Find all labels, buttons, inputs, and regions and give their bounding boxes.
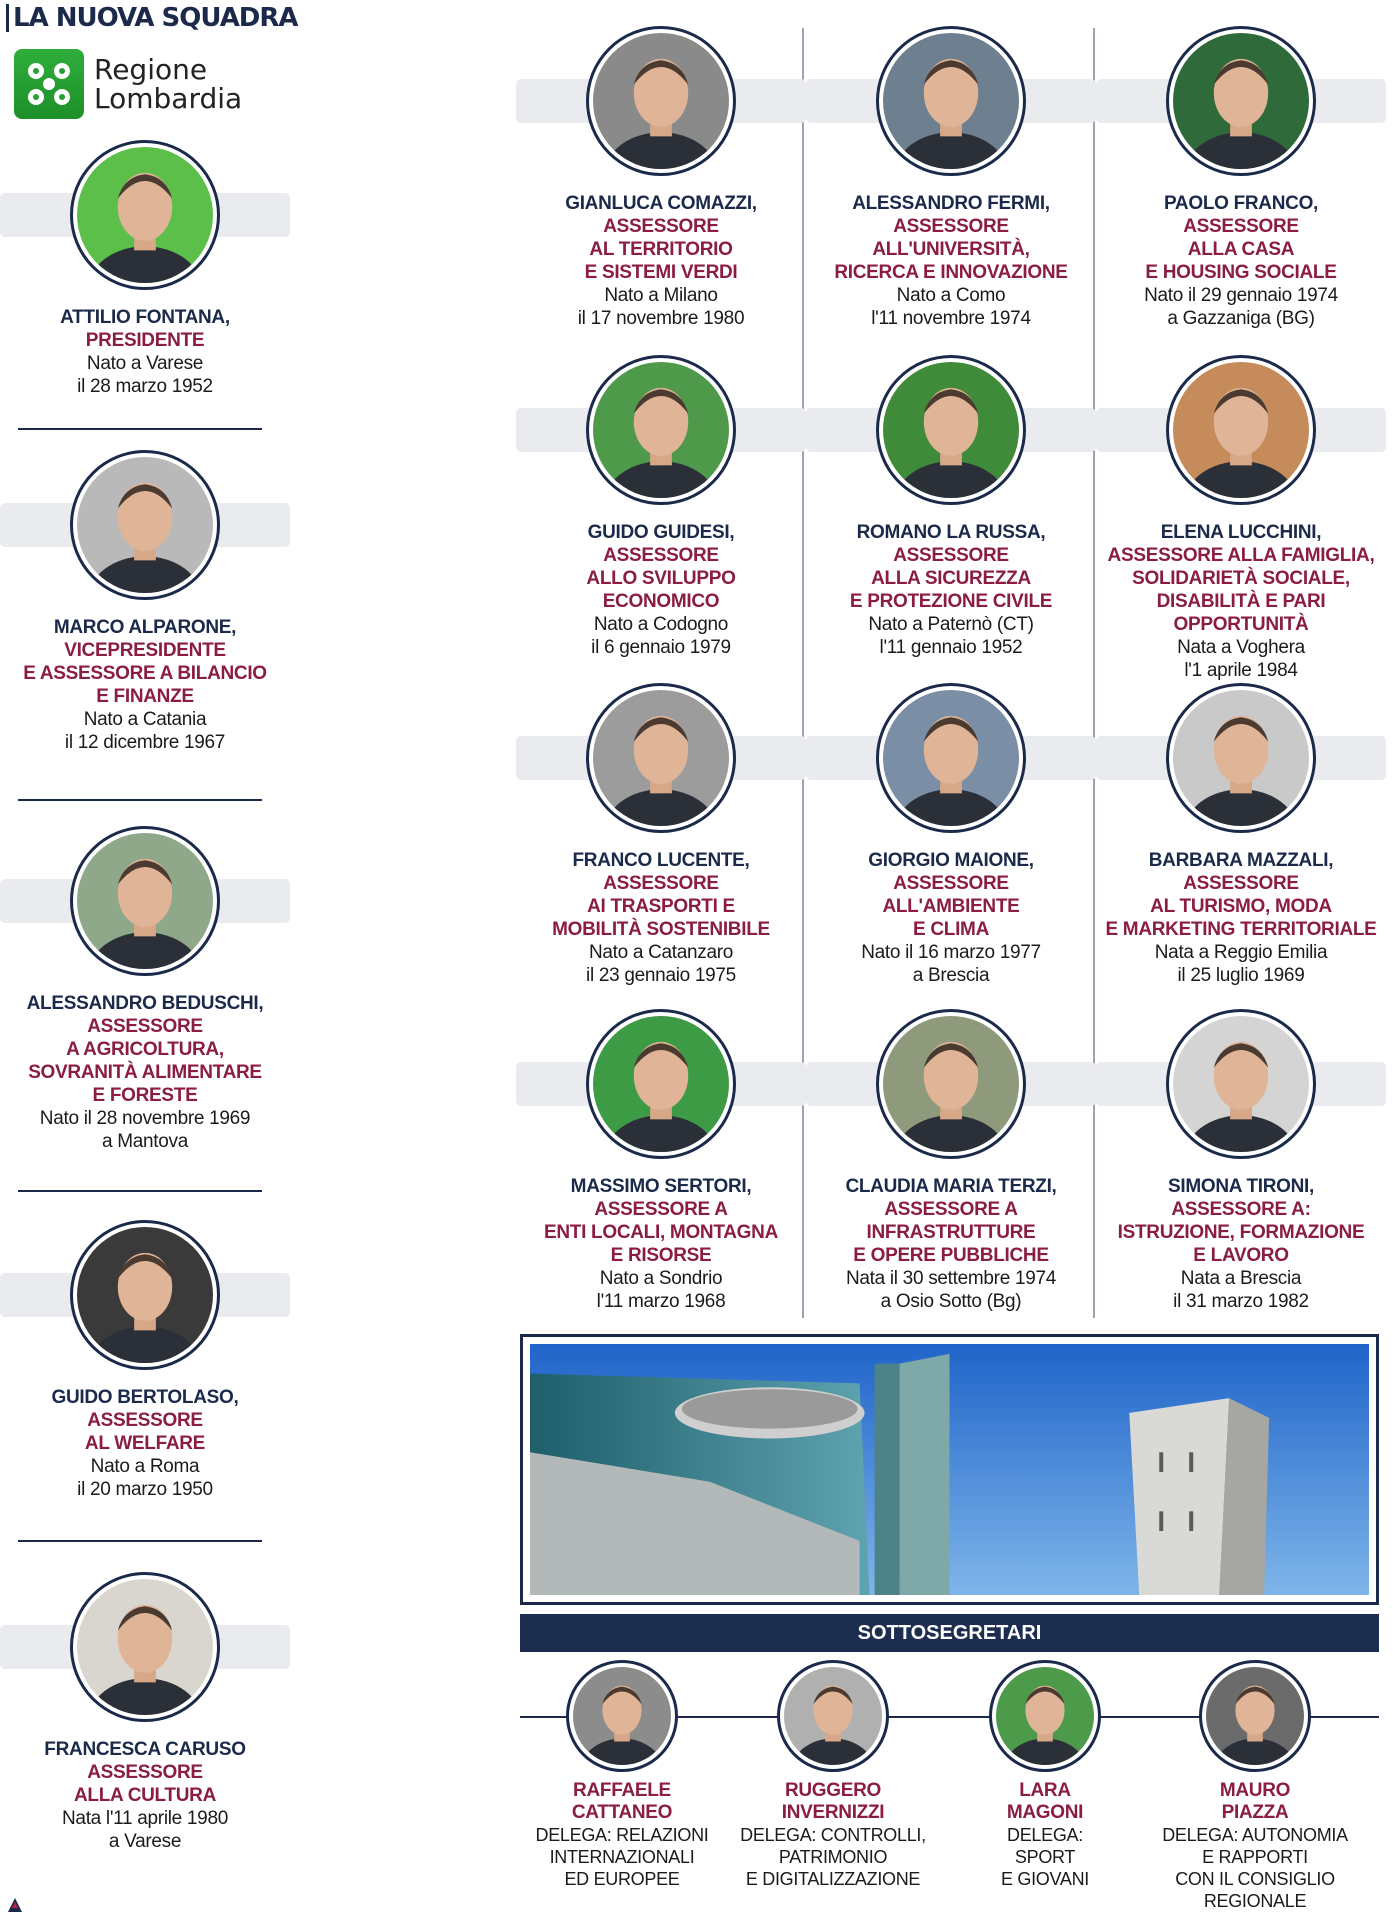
person-name: FRANCO LUCENTE, [572,850,750,871]
portrait-photo [989,1660,1101,1772]
portrait-photo [1166,26,1316,176]
person-role: ASSESSORE ALLA CULTURA [73,1762,217,1806]
person-bio: Nato a Roma il 20 marzo 1950 [77,1456,213,1500]
person-name: MARCO ALPARONE, [53,617,237,638]
portrait-photo [777,1660,889,1772]
member-card [0,1572,290,1853]
palazzo-lombardia-photo [520,1334,1379,1605]
member-card [806,26,1096,330]
person-role: ASSESSORE A ENTI LOCALI, MONTAGNA E RISORSE [544,1199,778,1266]
undersecretary-card [940,1660,1150,1890]
publisher-mark-icon [6,1896,24,1914]
member-card [0,1220,290,1501]
person-bio: Nato a Como l'11 novembre 1974 [871,285,1031,329]
person-bio: Nata il 30 settembre 1974 a Osio Sotto (Bg) [845,1268,1057,1312]
logo-line-1: Regione [94,53,208,86]
person-name: FRANCESCA CARUSO [44,1739,246,1760]
regione-lombardia-logo-icon [14,49,84,119]
person-role: ASSESSORE ALLA FAMIGLIA, SOLIDARIETÀ SOCIALE, DISABILITÀ E PARI OPPORTUNITÀ [1107,545,1375,635]
person-name: CLAUDIA MARIA TERZI, [845,1176,1057,1197]
person-role: ASSESSORE ALL'AMBIENTE E CLIMA [882,873,1020,940]
person-name: GIORGIO MAIONE, [868,850,1034,871]
person-name: GIANLUCA COMAZZI, [565,193,757,214]
person-name: GUIDO GUIDESI, [587,522,735,543]
person-bio: Nato il 16 marzo 1977 a Brescia [861,942,1041,986]
portrait-photo [70,1572,220,1722]
person-name: ALESSANDRO FERMI, [852,193,1050,214]
member-card [806,355,1096,659]
member-card [1096,683,1386,987]
person-role: VICEPRESIDENTE E ASSESSORE A BILANCIO E FINANZE [23,640,267,707]
person-name: LARA MAGONI [1006,1780,1084,1823]
caption [565,192,757,330]
portrait-photo [876,355,1026,505]
member-card [0,140,290,398]
member-card [1096,26,1386,330]
person-bio: Nato a Varese il 28 marzo 1952 [77,353,213,397]
portrait-photo [1166,355,1316,505]
portrait-photo [586,683,736,833]
person-name: ATTILIO FONTANA, [60,307,230,328]
caption [544,1175,778,1313]
person-bio: Nata a Brescia il 31 marzo 1982 [1173,1268,1309,1312]
portrait-photo [1166,683,1316,833]
caption [44,1738,245,1853]
divider [18,799,262,801]
portrait-photo [70,450,220,600]
person-role: ASSESSORE ALL'UNIVERSITÀ, RICERCA E INNOVAZIONE [834,216,1068,283]
caption [834,192,1067,330]
member-card [806,1009,1096,1313]
undersecretary-card [517,1660,727,1890]
person-bio: Nata l'11 aprile 1980 a Varese [62,1808,228,1852]
portrait-photo [1166,1009,1316,1159]
person-name: RAFFAELE CATTANEO [571,1780,673,1823]
logo-line-2: Lombardia [94,82,243,115]
person-name: RUGGERO INVERNIZZI [781,1780,885,1823]
divider [18,428,262,430]
person-role: ASSESSORE ALLA CASA E HOUSING SOCIALE [1145,216,1337,283]
portrait-photo [876,26,1026,176]
caption [586,521,735,659]
person-role: PRESIDENTE [85,330,205,351]
person-role: ASSESSORE A: ISTRUZIONE, FORMAZIONE E LAVORO [1117,1199,1365,1266]
person-role: ASSESSORE ALLO SVILUPPO ECONOMICO [586,545,736,612]
person-bio: Nato a Milano il 17 novembre 1980 [577,285,745,329]
person-name: ALESSANDRO BEDUSCHI, [26,993,264,1014]
portrait-photo [586,355,736,505]
portrait-photo [876,1009,1026,1159]
person-role: ASSESSORE AL TERRITORIO E SISTEMI VERDI [584,216,738,283]
person-name: BARBARA MAZZALI, [1148,850,1334,871]
person-delega: DELEGA: RELAZIONI INTERNAZIONALI ED EUROPEE [535,1825,709,1889]
portrait-photo [876,683,1026,833]
undersecretaries-header: SOTTOSEGRETARI [520,1614,1379,1652]
person-bio: Nato il 28 novembre 1969 a Mantova [39,1108,251,1152]
person-bio: Nato a Paternò (CT) l'11 gennaio 1952 [868,614,1034,658]
person-role: ASSESSORE ALLA SICUREZZA E PROTEZIONE CIVILE [849,545,1053,612]
portrait-photo [566,1660,678,1772]
member-card [0,450,290,754]
caption [60,306,230,398]
caption [1105,849,1376,987]
person-bio: Nata a Voghera l'1 aprile 1984 [1177,637,1305,681]
person-role: ASSESSORE A INFRASTRUTTURE E OPERE PUBBLICHE [853,1199,1049,1266]
caption [1001,1780,1089,1890]
member-card [516,26,806,330]
portrait-photo [70,826,220,976]
member-card [516,355,806,659]
caption [845,1175,1056,1313]
person-name: SIMONA TIRONI, [1167,1176,1315,1197]
member-card [1096,355,1386,682]
person-delega: DELEGA: SPORT E GIOVANI [1001,1825,1089,1889]
caption [52,1386,239,1501]
person-name: PAOLO FRANCO, [1163,193,1319,214]
person-bio: Nato a Codogno il 6 gennaio 1979 [591,614,731,658]
portrait-photo [1199,1660,1311,1772]
member-card [516,1009,806,1313]
person-bio: Nato il 29 gennaio 1974 a Gazzaniga (BG) [1144,285,1338,329]
portrait-photo [70,1220,220,1370]
person-delega: DELEGA: CONTROLLI, PATRIMONIO E DIGITALIZZAZIONE [740,1825,926,1889]
portrait-photo [586,26,736,176]
caption [552,849,770,987]
caption [1150,1780,1360,1912]
portrait-photo [586,1009,736,1159]
divider [18,1190,262,1192]
person-role: ASSESSORE AI TRASPORTI E MOBILITÀ SOSTENIBILE [552,873,770,940]
person-name: GUIDO BERTOLASO, [51,1387,239,1408]
caption [536,1780,709,1890]
person-bio: Nato a Sondrio l'11 marzo 1968 [596,1268,726,1312]
caption [861,849,1041,987]
person-bio: Nato a Catanzaro il 23 gennaio 1975 [586,942,736,986]
person-bio: Nata a Reggio Emilia il 25 luglio 1969 [1154,942,1328,986]
caption [23,616,267,754]
undersecretary-card [728,1660,938,1890]
person-delega: DELEGA: AUTONOMIA E RAPPORTI CON IL CONSIGLIO REGIONALE [1162,1825,1348,1911]
member-card [516,683,806,987]
person-name: ELENA LUCCHINI, [1160,522,1322,543]
person-name: MASSIMO SERTORI, [570,1176,752,1197]
person-name: MAURO PIAZZA [1219,1780,1291,1823]
divider [18,1540,262,1542]
portrait-photo [70,140,220,290]
caption [1144,192,1338,330]
caption [740,1780,926,1890]
person-role: ASSESSORE AL TURISMO, MODA E MARKETING TERRITORIALE [1105,873,1377,940]
member-card [1096,1009,1386,1313]
person-role: ASSESSORE A AGRICOLTURA, SOVRANITÀ ALIMENTARE E FORESTE [28,1016,262,1106]
caption [850,521,1052,659]
caption [1096,521,1386,682]
regione-lombardia-logo [14,48,264,120]
caption [27,992,264,1153]
member-card [0,826,290,1153]
undersecretary-card [1150,1660,1360,1912]
member-card [806,683,1096,987]
page-title: LA NUOVA SQUADRA [6,4,298,32]
person-bio: Nato a Catania il 12 dicembre 1967 [64,709,226,753]
caption [1118,1175,1365,1313]
person-name: ROMANO LA RUSSA, [856,522,1046,543]
person-role: ASSESSORE AL WELFARE [84,1410,206,1454]
